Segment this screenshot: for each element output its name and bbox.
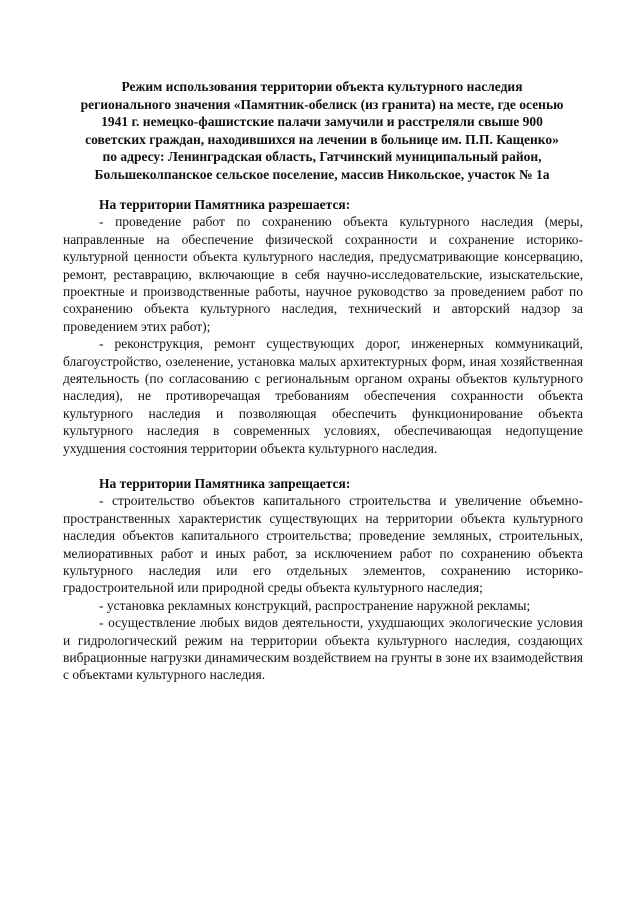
forbidden-section bbox=[63, 475, 583, 684]
allowed-item: - реконструкция, ремонт существующих дорог, инженерных коммуникаций, благоустройство, озеленение, установка малых архитектурных форм, иная хозяйственная деятельность (по согласованию с региональным органом охраны объектов культурного наследия), не противоречащая требованиям обеспечения сохранности объекта культурного наследия и позволяющая обеспечить функционирование объекта культурного наследия в современных условиях, обеспечивающая недопущение ухудшения состояния территории объекта культурного наследия. bbox=[63, 336, 583, 456]
forbidden-item: - строительство объектов капитального строительства и увеличение объемно-пространственных характеристик существующих на территории объекта культурного наследия объектов капитального строительства; проведение земляных, строительных, мелиоративных работ и иных работ, за исключением работ по сохранению объекта культурного наследия или его отдельных элементов, сохранению историко-градостроительной или природной среды объекта культурного наследия; bbox=[63, 493, 583, 596]
document-title bbox=[60, 78, 584, 183]
title-line: Режим использования территории объекта культурного наследия bbox=[121, 79, 523, 94]
title-line: по адресу: Ленинградская область, Гатчинский муниципальный район, bbox=[102, 149, 542, 164]
forbidden-heading: На территории Памятника запрещается: bbox=[99, 476, 351, 491]
allowed-item: - проведение работ по сохранению объекта культурного наследия (меры, направленные на обеспечение физической сохранности и сохранение историко-культурной ценности объекта культурного наследия, предусматривающие консервацию, ремонт, реставрацию, включающие в себя научно-исследовательские, изыскательские, проектные и производственные работы, научное руководство за проведением работ по сохранению объекта культурного наследия, технический и авторский надзор за проведением этих работ); bbox=[63, 214, 583, 334]
forbidden-item: - установка рекламных конструкций, распространение наружной рекламы; bbox=[99, 597, 531, 613]
title-line: Большеколпанское сельское поселение, массив Никольское, участок № 1а bbox=[94, 166, 550, 182]
allowed-heading: На территории Памятника разрешается: bbox=[99, 197, 351, 212]
title-line: регионального значения «Памятник-обелиск (из гранита) на месте, где осенью bbox=[80, 96, 564, 112]
forbidden-item: - осуществление любых видов деятельности, ухудшающих экологические условия и гидрологический режим на территории объекта культурного наследия, создающих вибрационные нагрузки динамическим воздействием на грунты в зоне их взаимодействия с объектами культурного наследия. bbox=[63, 615, 583, 683]
allowed-section bbox=[63, 196, 583, 457]
title-line: советских граждан, находившихся на лечении в больнице им. П.П. Кащенко» bbox=[85, 131, 559, 147]
title-line: 1941 г. немецко-фашистские палачи замучили и расстреляли свыше 900 bbox=[101, 114, 543, 129]
